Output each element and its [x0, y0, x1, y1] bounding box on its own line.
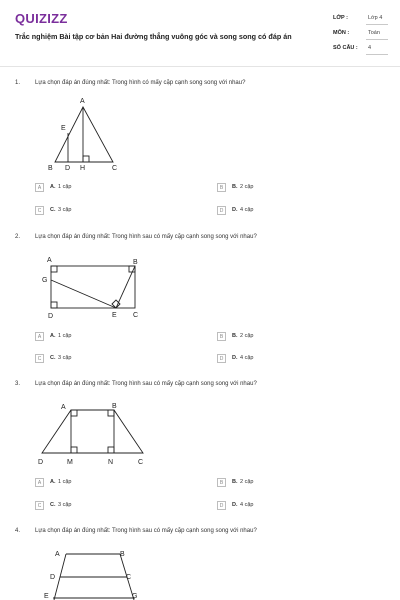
figure-label: A [61, 404, 66, 411]
figure-label: H [80, 165, 86, 172]
option-letter: C. [50, 207, 56, 213]
header-divider [0, 66, 400, 67]
option-letter: D. [232, 502, 238, 508]
meta-subject-value: Toán [368, 30, 380, 36]
figure-label: B [120, 551, 125, 558]
meta-count-value: 4 [368, 45, 372, 51]
option-letter: C. [50, 355, 56, 361]
option-checkbox[interactable]: C [35, 501, 44, 510]
option-text: 2 cặp [240, 184, 254, 190]
option-letter: B. [232, 184, 238, 190]
figure-label: E [44, 593, 49, 600]
option-checkbox[interactable]: A [35, 183, 44, 192]
option-letter: D. [232, 355, 238, 361]
rectangle-figure [0, 250, 400, 325]
figure-label: D [48, 313, 54, 320]
option-letter: D. [232, 207, 238, 213]
figure-label: D [50, 574, 56, 581]
figure-label: G [42, 277, 48, 284]
option-checkbox[interactable]: C [35, 206, 44, 215]
figure-label: B [133, 259, 138, 266]
trapezoid-figure [0, 398, 400, 470]
option-text: 4 cặp [240, 355, 254, 361]
figure-label: B [48, 165, 53, 172]
option-text: 2 cặp [240, 333, 254, 339]
question-number: 1. [15, 80, 21, 86]
figure-label: D [65, 165, 71, 172]
meta-count-key: SỐ CÂU : [333, 45, 358, 51]
question-text: Lựa chọn đáp án đúng nhất: Trong hình có mấy cặp cạnh song song với nhau? [35, 80, 246, 86]
question-number: 4. [15, 528, 21, 534]
figure-label: B [112, 403, 117, 410]
option-text: 4 cặp [240, 502, 254, 508]
option-text: 2 cặp [240, 479, 254, 485]
option-checkbox[interactable]: B [217, 478, 226, 487]
worksheet-title: Trắc nghiệm Bài tập cơ bản Hai đường thẳng vuông góc và song song có đáp án [15, 32, 292, 41]
question-text: Lựa chọn đáp án đúng nhất: Trong hình sau có mấy cặp cạnh song song với nhau? [35, 381, 257, 387]
option-text: 1 cặp [58, 479, 72, 485]
option-letter: A. [50, 479, 56, 485]
meta-divider [366, 24, 388, 25]
question-number: 3. [15, 381, 21, 387]
option-checkbox[interactable]: C [35, 354, 44, 363]
meta-grade-key: LỚP : [333, 15, 348, 21]
triangle-figure [0, 90, 400, 175]
meta-divider [366, 39, 388, 40]
option-text: 4 cặp [240, 207, 254, 213]
option-letter: B. [232, 479, 238, 485]
figure-label: M [67, 459, 73, 466]
figure-label: E [61, 125, 66, 132]
figure-label: C [112, 165, 118, 172]
option-checkbox[interactable]: D [217, 206, 226, 215]
figure-label: D [38, 459, 44, 466]
option-letter: A. [50, 184, 56, 190]
option-text: 1 cặp [58, 333, 72, 339]
option-letter: C. [50, 502, 56, 508]
figure-label: C [138, 459, 144, 466]
figure-label: G [132, 593, 138, 600]
quadrilateral-figure [0, 546, 400, 600]
figure-label: A [80, 98, 85, 105]
question-text: Lựa chọn đáp án đúng nhất: Trong hình sau có mấy cặp cạnh song song với nhau? [35, 528, 257, 534]
option-checkbox[interactable]: D [217, 501, 226, 510]
option-letter: A. [50, 333, 56, 339]
figure-label: C [133, 312, 139, 319]
figure-label: A [55, 551, 60, 558]
meta-grade-value: Lớp 4 [368, 15, 383, 21]
question-text: Lựa chọn đáp án đúng nhất: Trong hình sau có mấy cặp cạnh song song với nhau? [35, 234, 257, 240]
option-checkbox[interactable]: B [217, 332, 226, 341]
option-checkbox[interactable]: D [217, 354, 226, 363]
meta-divider [366, 54, 388, 55]
figure-label: N [108, 459, 114, 466]
figure-label: A [47, 257, 52, 264]
question-number: 2. [15, 234, 21, 240]
quizizz-logo: QUIZIZZ [15, 11, 68, 26]
worksheet-header [0, 0, 400, 66]
option-text: 1 cặp [58, 184, 72, 190]
option-checkbox[interactable]: A [35, 478, 44, 487]
option-checkbox[interactable]: B [217, 183, 226, 192]
option-text: 3 cặp [58, 355, 72, 361]
figure-label: E [112, 312, 117, 319]
meta-subject-key: MÔN : [333, 30, 350, 36]
figure-label: C [126, 574, 132, 581]
option-text: 3 cặp [58, 502, 72, 508]
option-text: 3 cặp [58, 207, 72, 213]
option-checkbox[interactable]: A [35, 332, 44, 341]
option-letter: B. [232, 333, 238, 339]
